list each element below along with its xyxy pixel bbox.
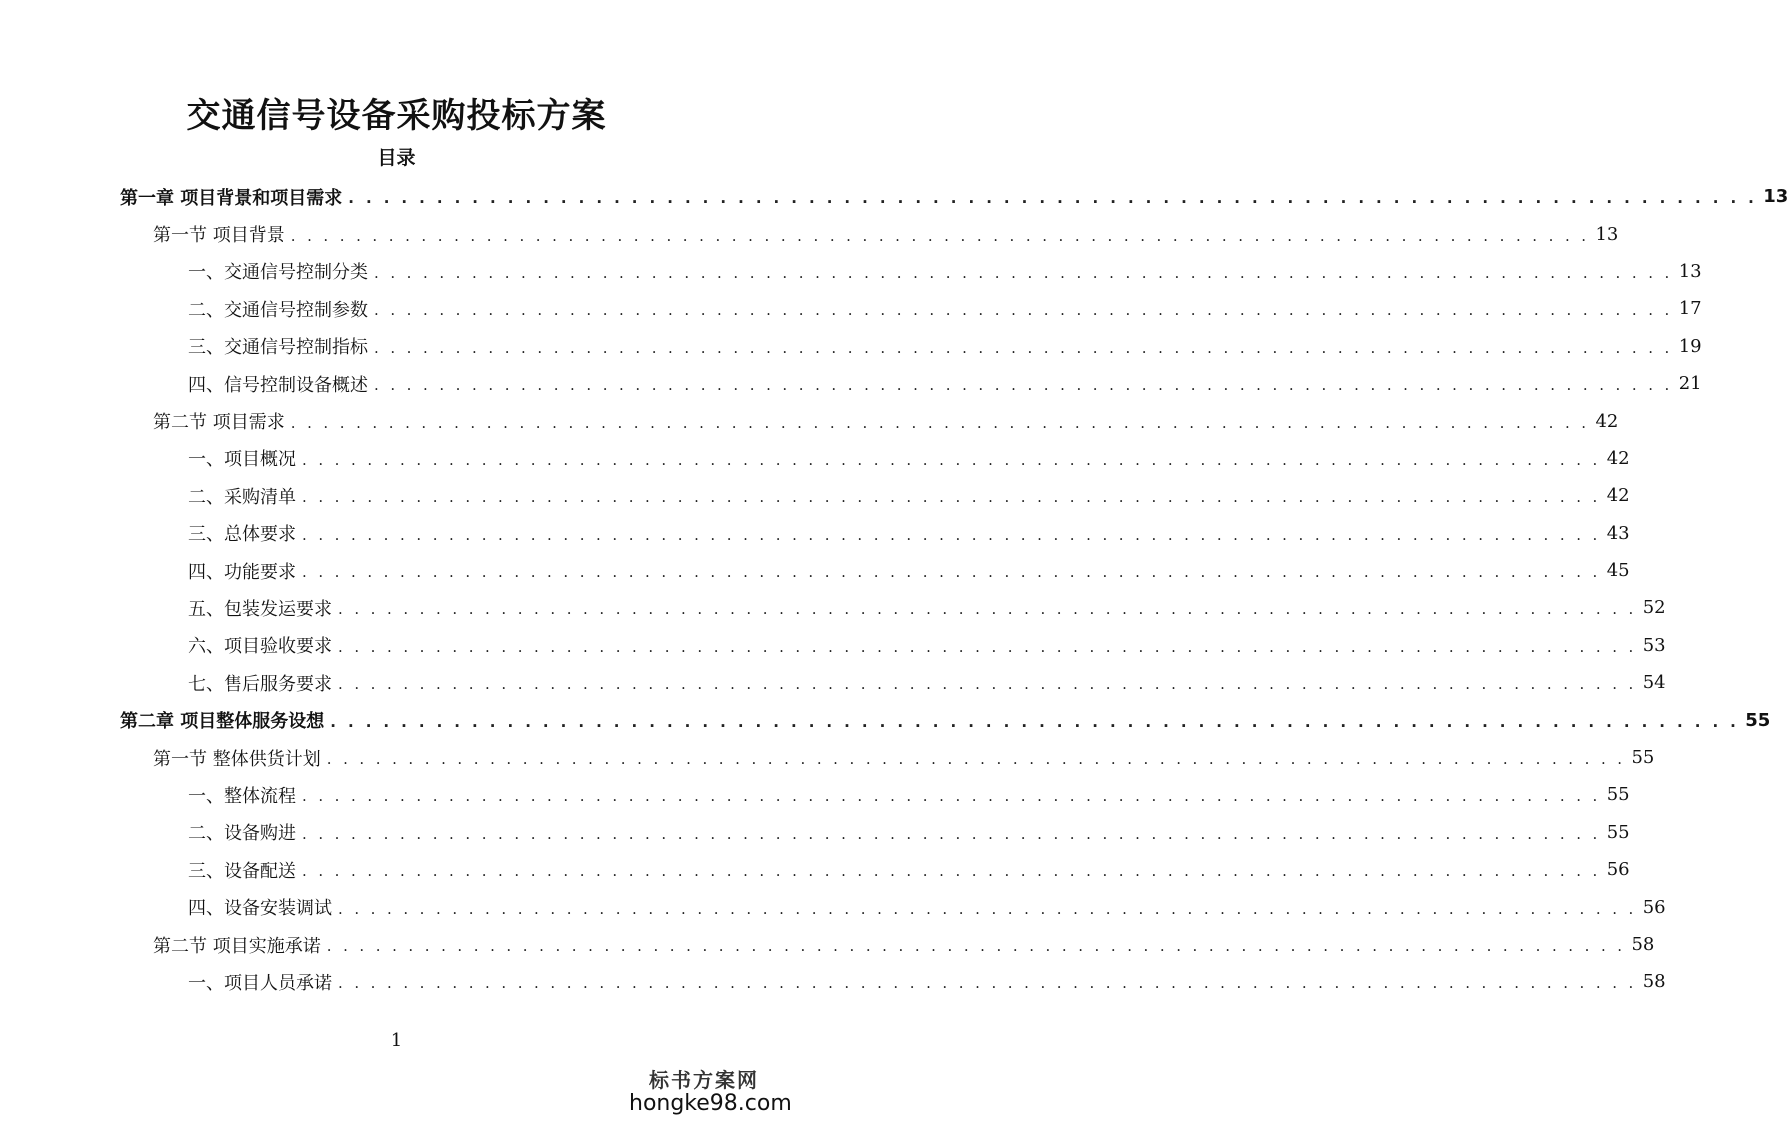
toc-entry-item[interactable] <box>0 888 1666 925</box>
toc-entry-item[interactable] <box>0 328 1702 365</box>
toc-entry-page: 55 <box>1745 709 1771 731</box>
page-number: 1 <box>390 1030 403 1051</box>
toc-entry-item[interactable] <box>0 814 1630 851</box>
toc-entry-item[interactable] <box>0 477 1630 514</box>
toc-entry-section[interactable] <box>0 215 1619 252</box>
toc-entry-chapter[interactable] <box>0 178 1788 215</box>
toc-entry-item[interactable] <box>0 515 1630 552</box>
toc-entry-label: 四、信号控制设备概述 <box>188 371 374 397</box>
toc-entry-label: 五、包装发运要求 <box>188 595 338 621</box>
table-of-contents <box>0 178 1788 1001</box>
toc-entry-item[interactable] <box>0 290 1702 327</box>
toc-entry-page: 13 <box>1763 186 1788 208</box>
toc-entry-label: 四、设备安装调试 <box>188 894 338 920</box>
toc-leader-dots: . . . . . . . . . . . . . . . . . . . . . . . . . . . . . . . . . . . . . . . . . . . . . . . . . . . . . . . . . . . . . . . . . . . . . . . . . . . . . . . . <box>302 563 1601 582</box>
toc-entry-page: 52 <box>1642 597 1666 619</box>
toc-entry-item[interactable] <box>0 851 1630 888</box>
toc-entry-item[interactable] <box>0 552 1630 589</box>
toc-entry-page: 55 <box>1606 784 1630 806</box>
toc-leader-dots: . . . . . . . . . . . . . . . . . . . . . . . . . . . . . . . . . . . . . . . . . . . . . . . . . . . . . . . . . . . . . . . . . . . . . . . . . . . . . . . . <box>302 862 1601 881</box>
toc-entry-label: 一、交通信号控制分类 <box>188 258 374 284</box>
toc-entry-page: 42 <box>1595 410 1619 432</box>
toc-entry-label: 一、项目人员承诺 <box>188 969 338 995</box>
toc-leader-dots: . . . . . . . . . . . . . . . . . . . . . . . . . . . . . . . . . . . . . . . . . . . . . . . . . . . . . . . . . . . . . . . . . . . . . . . . . . . . . . . . <box>338 974 1637 993</box>
toc-entry-page: 58 <box>1642 971 1666 993</box>
toc-entry-page: 42 <box>1606 447 1630 469</box>
toc-leader-dots: . . . . . . . . . . . . . . . . . . . . . . . . . . . . . . . . . . . . . . . . . . . . . . . . . . . . . . . . . . . . . . . . . . . . . . . . . . . . . . . . <box>290 413 1590 432</box>
toc-entry-label: 第一节 项目背景 <box>153 221 291 247</box>
watermark-url: hongke98.com <box>629 1090 792 1116</box>
toc-entry-label: 第一节 整体供货计划 <box>153 745 327 771</box>
toc-entry-page: 56 <box>1642 896 1666 918</box>
toc-entry-item[interactable] <box>0 589 1666 626</box>
toc-entry-item[interactable] <box>0 664 1666 701</box>
toc-entry-label: 三、交通信号控制指标 <box>188 333 374 359</box>
watermark <box>629 1067 792 1116</box>
toc-entry-page: 19 <box>1678 335 1702 357</box>
toc-entry-page: 55 <box>1631 747 1655 769</box>
toc-entry-page: 17 <box>1678 298 1702 320</box>
toc-entry-label: 第一章 项目背景和项目需求 <box>120 184 348 210</box>
toc-entry-page: 56 <box>1606 859 1630 881</box>
document-title: 交通信号设备采购投标方案 <box>186 96 607 136</box>
toc-entry-label: 二、交通信号控制参数 <box>188 296 374 322</box>
toc-leader-dots: . . . . . . . . . . . . . . . . . . . . . . . . . . . . . . . . . . . . . . . . . . . . . . . . . . . . . . . . . . . . . . . . . . . . . . . . . . . . . . . . <box>330 712 1740 731</box>
toc-leader-dots: . . . . . . . . . . . . . . . . . . . . . . . . . . . . . . . . . . . . . . . . . . . . . . . . . . . . . . . . . . . . . . . . . . . . . . . . . . . . . . . . <box>290 226 1590 245</box>
toc-entry-section[interactable] <box>0 739 1655 776</box>
toc-entry-page: 13 <box>1678 260 1702 282</box>
toc-leader-dots: . . . . . . . . . . . . . . . . . . . . . . . . . . . . . . . . . . . . . . . . . . . . . . . . . . . . . . . . . . . . . . . . . . . . . . . . . . . . . . . . <box>302 787 1601 806</box>
toc-entry-label: 第二节 项目需求 <box>153 408 291 434</box>
toc-entry-label: 四、功能要求 <box>188 558 302 584</box>
toc-entry-page: 58 <box>1631 934 1655 955</box>
toc-entry-label: 第二章 项目整体服务设想 <box>120 707 330 733</box>
toc-entry-item[interactable] <box>0 440 1630 477</box>
toc-entry-chapter[interactable] <box>0 701 1771 738</box>
toc-entry-label: 三、设备配送 <box>188 857 302 883</box>
toc-leader-dots: . . . . . . . . . . . . . . . . . . . . . . . . . . . . . . . . . . . . . . . . . . . . . . . . . . . . . . . . . . . . . . . . . . . . . . . . . . . . . . . . <box>326 750 1626 769</box>
toc-entry-label: 二、采购清单 <box>188 483 302 509</box>
toc-entry-page: 43 <box>1606 522 1630 544</box>
toc-heading: 目录 <box>377 147 416 169</box>
toc-leader-dots: . . . . . . . . . . . . . . . . . . . . . . . . . . . . . . . . . . . . . . . . . . . . . . . . . . . . . . . . . . . . . . . . . . . . . . . . . . . . . . . . <box>302 450 1601 469</box>
toc-leader-dots: . . . . . . . . . . . . . . . . . . . . . . . . . . . . . . . . . . . . . . . . . . . . . . . . . . . . . . . . . . . . . . . . . . . . . . . . . . . . . . . . <box>338 600 1637 619</box>
toc-entry-label: 七、售后服务要求 <box>188 670 338 696</box>
toc-entry-page: 45 <box>1606 560 1630 582</box>
toc-leader-dots: . . . . . . . . . . . . . . . . . . . . . . . . . . . . . . . . . . . . . . . . . . . . . . . . . . . . . . . . . . . . . . . . . . . . . . . . . . . . . . . . <box>338 899 1637 918</box>
toc-entry-page: 55 <box>1606 821 1630 843</box>
toc-entry-label: 三、总体要求 <box>188 520 302 546</box>
toc-entry-page: 21 <box>1678 373 1702 395</box>
toc-entry-item[interactable] <box>0 776 1630 813</box>
toc-entry-label: 二、设备购进 <box>188 819 302 845</box>
toc-leader-dots: . . . . . . . . . . . . . . . . . . . . . . . . . . . . . . . . . . . . . . . . . . . . . . . . . . . . . . . . . . . . . . . . . . . . . . . . . . . . . . . . <box>302 488 1601 507</box>
toc-entry-page: 53 <box>1642 634 1666 656</box>
toc-leader-dots: . . . . . . . . . . . . . . . . . . . . . . . . . . . . . . . . . . . . . . . . . . . . . . . . . . . . . . . . . . . . . . . . . . . . . . . . . . . . . . . . <box>374 376 1673 395</box>
toc-entry-label: 一、项目概况 <box>188 445 302 471</box>
toc-leader-dots: . . . . . . . . . . . . . . . . . . . . . . . . . . . . . . . . . . . . . . . . . . . . . . . . . . . . . . . . . . . . . . . . . . . . . . . . . . . . . . . . <box>302 824 1601 843</box>
toc-leader-dots: . . . . . . . . . . . . . . . . . . . . . . . . . . . . . . . . . . . . . . . . . . . . . . . . . . . . . . . . . . . . . . . . . . . . . . . . . . . . . . . . <box>338 637 1637 656</box>
toc-entry-item[interactable] <box>0 365 1702 402</box>
toc-leader-dots: . . . . . . . . . . . . . . . . . . . . . . . . . . . . . . . . . . . . . . . . . . . . . . . . . . . . . . . . . . . . . . . . . . . . . . . . . . . . . . . . <box>338 675 1637 694</box>
watermark-site-name: 标书方案网 <box>649 1067 759 1092</box>
toc-entry-item[interactable] <box>0 627 1666 664</box>
toc-entry-item[interactable] <box>0 963 1666 1000</box>
toc-leader-dots: . . . . . . . . . . . . . . . . . . . . . . . . . . . . . . . . . . . . . . . . . . . . . . . . . . . . . . . . . . . . . . . . . . . . . . . . . . . . . . . . <box>348 189 1758 208</box>
toc-entry-label: 第二节 项目实施承诺 <box>153 932 327 958</box>
toc-leader-dots: . . . . . . . . . . . . . . . . . . . . . . . . . . . . . . . . . . . . . . . . . . . . . . . . . . . . . . . . . . . . . . . . . . . . . . . . . . . . . . . . <box>374 338 1673 357</box>
toc-leader-dots: . . . . . . . . . . . . . . . . . . . . . . . . . . . . . . . . . . . . . . . . . . . . . . . . . . . . . . . . . . . . . . . . . . . . . . . . . . . . . . . . <box>326 937 1626 955</box>
toc-entry-section[interactable] <box>0 926 1655 963</box>
toc-leader-dots: . . . . . . . . . . . . . . . . . . . . . . . . . . . . . . . . . . . . . . . . . . . . . . . . . . . . . . . . . . . . . . . . . . . . . . . . . . . . . . . . <box>374 301 1673 320</box>
toc-leader-dots: . . . . . . . . . . . . . . . . . . . . . . . . . . . . . . . . . . . . . . . . . . . . . . . . . . . . . . . . . . . . . . . . . . . . . . . . . . . . . . . . <box>374 263 1673 282</box>
toc-entry-label: 一、整体流程 <box>188 782 302 808</box>
toc-entry-page: 54 <box>1642 672 1666 694</box>
toc-entry-page: 13 <box>1595 223 1619 245</box>
toc-leader-dots: . . . . . . . . . . . . . . . . . . . . . . . . . . . . . . . . . . . . . . . . . . . . . . . . . . . . . . . . . . . . . . . . . . . . . . . . . . . . . . . . <box>302 525 1601 544</box>
toc-entry-label: 六、项目验收要求 <box>188 632 338 658</box>
toc-entry-section[interactable] <box>0 402 1619 439</box>
toc-entry-page: 42 <box>1606 485 1630 507</box>
toc-entry-item[interactable] <box>0 253 1702 290</box>
